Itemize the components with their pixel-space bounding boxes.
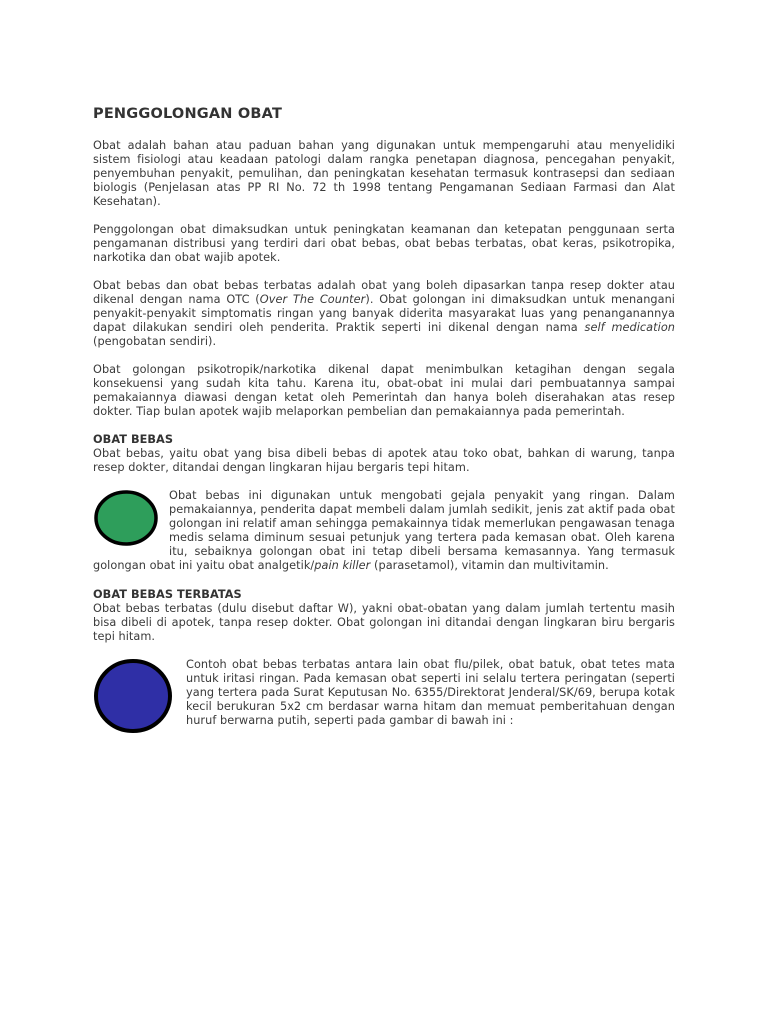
section-heading-obat-bebas-terbatas: OBAT BEBAS TERBATAS (93, 588, 242, 601)
obat-bebas-terbatas-detail-row (93, 658, 675, 728)
otc-italic-term: Over The Counter (259, 293, 366, 306)
obat-bebas-detail-text-1: Obat bebas ini digunakan untuk mengobati gejala penyakit yang ringan. Dalam pemakaiannya, penderita dapat membeli dalam jumlah sedikit, jenis zat aktif pada obat golongan ini relatif aman sehingga pemakainnya tidak memerlukan pengawasan tenaga medis selama diminum sesuai petunjuk yang tertera pada kemasan obat. Oleh karena itu, sebaiknya golongan obat ini tetap dibeli bersama kemasannya. Yang termasuk golongan obat ini yaitu obat analgetik/ (93, 489, 675, 572)
page-title: PENGGOLONGAN OBAT (93, 106, 283, 122)
document-content (93, 107, 675, 728)
obat-bebas-terbatas-intro: Obat bebas terbatas (dulu disebut daftar W), yakni obat-obatan yang dalam jumlah tertentu masih bisa dibeli di apotek, tanpa resep dokter. Obat golongan ini ditandai dengan lingkaran biru bergaris tepi hitam. (93, 602, 675, 643)
paragraph-otc (93, 279, 675, 349)
pain-killer-term: pain killer (314, 559, 371, 572)
otc-text-2: ). Obat golongan ini dimaksudkan untuk menangani penyakit-penyakit simptomatis ringan yang banyak diderita masyarakat luas yang penanganannya dapat dilakukan sendiri oleh penderita. Praktik seperti ini dikenal dengan nama (93, 293, 675, 334)
section-heading-obat-bebas: OBAT BEBAS (93, 433, 174, 446)
obat-bebas-intro: Obat bebas, yaitu obat yang bisa dibeli bebas di apotek atau toko obat, bahkan di warung, tanpa resep dokter, ditandai dengan lingkaran hijau bergaris tepi hitam. (93, 447, 675, 474)
self-medication-term: self medication (584, 321, 675, 334)
obat-bebas-detail (93, 489, 675, 573)
obat-bebas-terbatas-detail: Contoh obat bebas terbatas antara lain obat flu/pilek, obat batuk, obat tetes mata untuk iritasi ringan. Pada kemasan obat seperti ini selalu tertera peringatan (seperti yang tertera pada Surat Keputusan No. 6355/Direktorat Jenderal/SK/69, berupa kotak kecil berukuran 5x2 cm berdasar warna hitam dan memuat pemberitahuan dengan huruf berwarna putih, seperti pada gambar di bawah ini : (186, 658, 675, 727)
section-obat-bebas-terbatas (93, 588, 675, 728)
otc-text-3: (pengobatan sendiri). (93, 335, 217, 348)
paragraph-classification: Penggolongan obat dimaksudkan untuk peningkatan keamanan dan ketepatan penggunaan serta pengamanan distribusi yang terdiri dari obat bebas, obat bebas terbatas, obat keras, psikotropika, narkotika dan obat wajib apotek. (93, 223, 675, 264)
paragraph-definition: Obat adalah bahan atau paduan bahan yang digunakan untuk mempengaruhi atau menyelidiki sistem fisiologi atau keadaan patologi dalam rangka penetapan diagnosa, pencegahan penyakit, penyembuhan penyakit, pemulihan, dan peningkatan kesehatan termasuk kontrasepsi dan sediaan biologis (Penjelasan atas PP RI No. 72 th 1998 tentang Pengamanan Sediaan Farmasi dan Alat Kesehatan). (93, 139, 675, 208)
obat-bebas-detail-text-2: (parasetamol), vitamin dan multivitamin. (370, 559, 609, 572)
section-obat-bebas (93, 433, 675, 573)
blue-circle-icon (93, 658, 175, 736)
obat-bebas-detail-row (93, 489, 675, 573)
green-circle-icon (93, 489, 159, 547)
paragraph-psikotropik: Obat golongan psikotropik/narkotika dikenal dapat menimbulkan ketagihan dengan segala konsekuensi yang sudah kita tahu. Karena itu, obat-obat ini mulai dari pembuatannya sampai pemakaiannya diawasi dengan ketat oleh Pemerintah dan hanya boleh diserahakan atas resep dokter. Tiap bulan apotek wajib melaporkan pembelian dan pemakaiannya pada pemerintah. (93, 363, 675, 418)
otc-text-1: Obat bebas dan obat bebas terbatas adalah obat yang boleh dipasarkan tanpa resep dokter atau dikenal dengan nama OTC ( (93, 279, 675, 306)
